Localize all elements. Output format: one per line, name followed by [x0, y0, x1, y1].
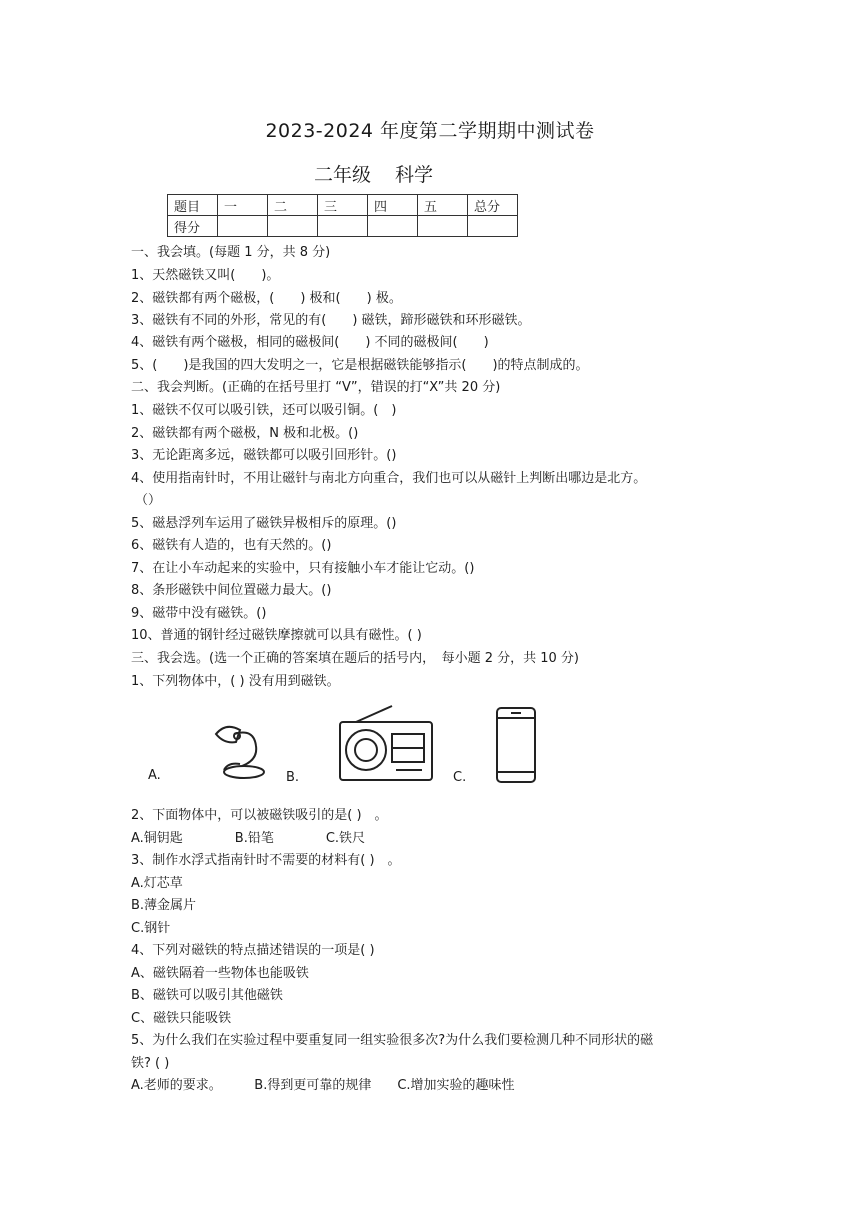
question-line: 5、为什么我们在实验过程中要重复同一组实验很多次?为什么我们要检测几种不同形状的磁 [131, 1033, 654, 1048]
question-line: 4、下列对磁铁的特点描述错误的一项是( ) [131, 943, 375, 958]
question-line: 3、磁铁有不同的外形，常见的有( ) 磁铁，蹄形磁铁和环形磁铁。 [131, 313, 531, 328]
radio-icon [336, 704, 436, 784]
question-line: 5、磁悬浮列车运用了磁铁异极相斥的原理。() [131, 516, 397, 531]
grade-label: 二年级 [314, 164, 372, 186]
question-line: 5、( )是我国的四大发明之一，它是根据磁铁能够指示( )的特点制成的。 [131, 358, 589, 373]
option-line: B.薄金属片 [131, 898, 197, 913]
question-line: 2、下面物体中，可以被磁铁吸引的是( ) 。 [131, 808, 388, 823]
page-title: 2023-2024 年度第二学期期中测试卷 [265, 120, 595, 142]
option-line: C、磁铁只能吸铁 [131, 1011, 232, 1026]
mobile-phone-icon [495, 706, 539, 784]
score-cell: 五 [418, 195, 468, 216]
question-line: 10、普通的钢针经过磁铁摩擦就可以具有磁性。( ) [131, 628, 422, 643]
question-line: 2、磁铁都有两个磁极，( ) 极和( ) 极。 [131, 291, 402, 306]
figure-label-a: A. [148, 768, 161, 783]
options-line: A.铜钥匙 B.铅笔 C.铁尺 [131, 831, 366, 846]
option-line: C.钢针 [131, 921, 171, 936]
option-line: A、磁铁隔着一些物体也能吸铁 [131, 966, 309, 981]
question-line: 8、条形磁铁中间位置磁力最大。() [131, 583, 332, 598]
section-1-heading: 一、我会填。(每题 1 分，共 8 分) [131, 245, 331, 260]
desk-lamp-icon [206, 720, 276, 782]
figure-label-c: C. [453, 770, 467, 785]
score-cell: 得分 [168, 216, 218, 237]
question-line: 1、磁铁不仅可以吸引铁，还可以吸引铜。( ) [131, 403, 397, 418]
option-line: B、磁铁可以吸引其他磁铁 [131, 988, 283, 1003]
score-cell [218, 216, 268, 237]
section-2-heading: 二、我会判断。(正确的在括号里打 “V”，错误的打“X”共 20 分) [131, 380, 501, 395]
figure-label-b: B. [286, 770, 300, 785]
score-cell: 二 [268, 195, 318, 216]
question-line: 4、磁铁有两个磁极，相同的磁极间( ) 不同的磁极间( ) [131, 335, 489, 350]
score-cell [318, 216, 368, 237]
score-table-header-row [168, 195, 518, 216]
score-cell: 一 [218, 195, 268, 216]
choice-figure [140, 700, 560, 795]
question-line: （） [135, 493, 162, 508]
score-cell [268, 216, 318, 237]
section-3-heading: 三、我会选。(选一个正确的答案填在题后的括号内， 每小题 2 分，共 10 分) [131, 651, 579, 666]
score-cell: 三 [318, 195, 368, 216]
score-table [167, 194, 518, 237]
score-cell: 总分 [468, 195, 518, 216]
score-cell: 四 [368, 195, 418, 216]
question-line: 3、无论距离多远，磁铁都可以吸引回形针。() [131, 448, 397, 463]
question-line: 1、天然磁铁又叫( )。 [131, 268, 280, 283]
option-line: A.灯芯草 [131, 876, 183, 891]
subject-label: 科学 [395, 164, 434, 186]
subtitle [314, 160, 433, 187]
question-line: 6、磁铁有人造的，也有天然的。() [131, 538, 332, 553]
question-line: 铁? ( ) [131, 1056, 170, 1071]
score-table-score-row [168, 216, 518, 237]
question-line: 9、磁带中没有磁铁。() [131, 606, 267, 621]
question-line: 4、使用指南针时，不用让磁针与南北方向重合，我们也可以从磁针上判断出哪边是北方。 [131, 471, 647, 486]
question-line: 1、下列物体中，( ) 没有用到磁铁。 [131, 674, 340, 689]
score-cell: 题目 [168, 195, 218, 216]
score-cell [418, 216, 468, 237]
question-line: 3、制作水浮式指南针时不需要的材料有( ) 。 [131, 853, 401, 868]
options-line: A.老师的要求。 B.得到更可靠的规律 C.增加实验的趣味性 [131, 1078, 515, 1093]
score-cell [368, 216, 418, 237]
score-cell [468, 216, 518, 237]
question-line: 7、在让小车动起来的实验中，只有接触小车才能让它动。() [131, 561, 475, 576]
question-line: 2、磁铁都有两个磁极，N 极和北极。() [131, 426, 359, 441]
